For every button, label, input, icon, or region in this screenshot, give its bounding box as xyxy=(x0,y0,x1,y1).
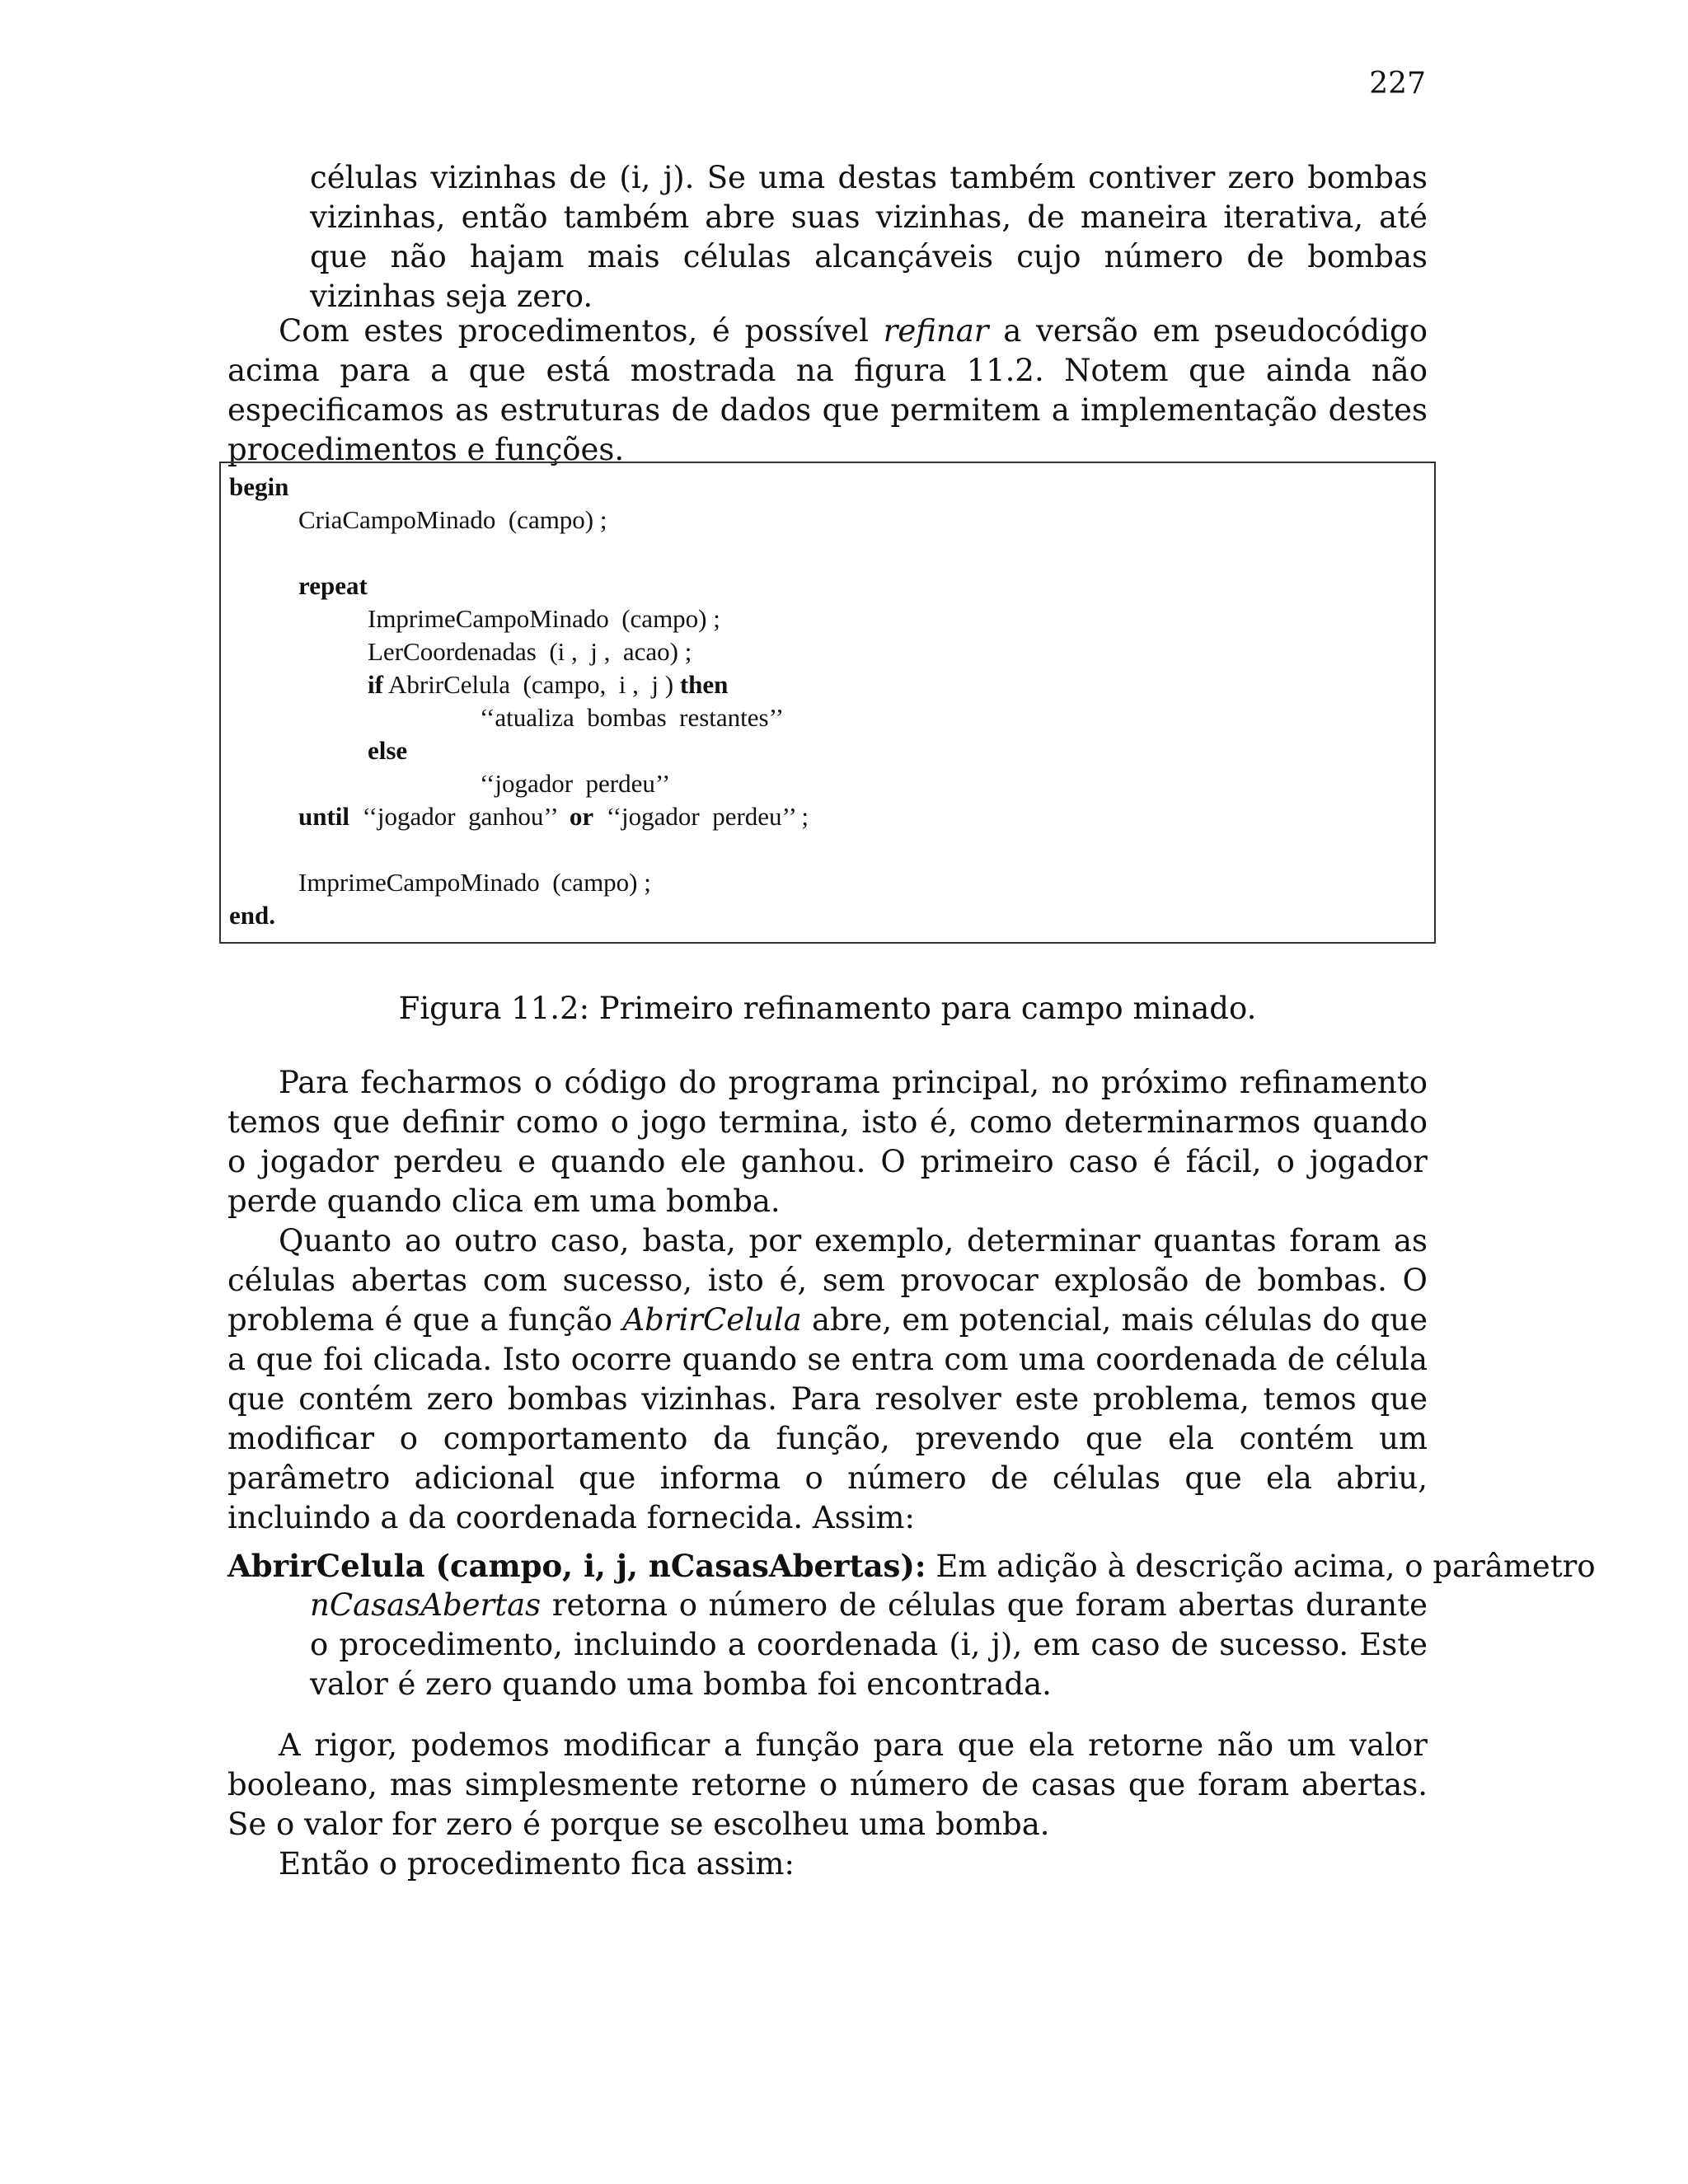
code-repeat: repeat xyxy=(298,571,368,600)
code-line-imprime-final: ImprimeCampoMinado (campo) ; xyxy=(298,868,651,897)
paragraph-outro-caso-end: abre, em potencial, mais células do que a que foi clicada. Isto ocorre quando se entra com uma coordenada de célula que contém zero bombas vizinhas. Para resolver este problema, temos que modificar o comportamento da função, prevendo que ela contém um parâmetro adicional que informa o número de células que ela abriu, incluindo a da coordenada fornecida. Assim: xyxy=(227,1302,1428,1535)
paragraph-refinement-start: Com estes procedimentos, é possível xyxy=(279,313,884,349)
code-begin: begin xyxy=(229,472,289,501)
code-line-ler-coordenadas: LerCoordenadas (i , j , acao) ; xyxy=(368,637,692,666)
page-number: 227 xyxy=(1369,67,1426,101)
intro-continuation: células vizinhas de (i, j). Se uma destas também contiver zero bombas vizinhas, então também abre suas vizinhas, de maneira iterativa, até que não hajam mais células alcançáveis cujo número de bombas vizinhas seja zero. xyxy=(310,160,1428,314)
emphasis-ncasasabertas: nCasasAbertas xyxy=(310,1587,542,1623)
code-line-atualiza: ‘‘atualiza bombas restantes’’ xyxy=(480,703,784,732)
code-line-jogador-perdeu: ‘‘jogador perdeu’’ xyxy=(480,769,671,798)
definition-continuation xyxy=(310,1586,1428,1704)
code-else: else xyxy=(368,736,408,765)
code-line-imprime-campo: ImprimeCampoMinado (campo) ; xyxy=(368,604,720,633)
emphasis-refinar: refinar xyxy=(883,313,989,349)
figure-caption: Figura 11.2: Primeiro refinamento para campo minado. xyxy=(398,991,1257,1026)
definition-abrircelula xyxy=(227,1546,1596,1702)
code-line-if xyxy=(368,668,728,701)
code-keyword-if: if xyxy=(368,670,383,699)
paragraph-refinement xyxy=(227,312,1428,470)
definition-first-line xyxy=(227,1546,1596,1586)
code-until-a: ‘‘jogador ganhou’’ xyxy=(349,802,570,831)
pseudocode-figure xyxy=(219,462,1436,944)
code-if-condition: AbrirCelula (campo, i , j ) xyxy=(382,670,680,699)
definition-desc-rest: retorna o número de células que foram abertas durante o procedimento, incluindo a coordenada (i, j), em caso de sucesso. Este valor é zero quando uma bomba foi encontrada. xyxy=(310,1587,1428,1702)
code-end: end. xyxy=(229,901,275,930)
code-line-until xyxy=(298,800,809,833)
code-until-b: ‘‘jogador perdeu’’ ; xyxy=(593,802,809,831)
definition-term: AbrirCelula (campo, i, j, nCasasAbertas): xyxy=(227,1548,926,1584)
emphasis-abrircelula: AbrirCelula xyxy=(622,1302,802,1338)
paragraph-refinement-end: a versão em pseudocódigo acima para a que está mostrada na figura 11.2. Notem que ainda não especificamos as estruturas de dados que permitem a implementação destes procedimentos e funções. xyxy=(227,313,1428,467)
code-line-cria-campo: CriaCampoMinado (campo) ; xyxy=(298,505,607,534)
paragraph-outro-caso-start: Quanto ao outro caso, basta, por exemplo, determinar quantas foram as células abertas com sucesso, isto é, sem provocar explosão de bombas. O problema é que a função xyxy=(227,1223,1428,1338)
paragraph-entao: Então o procedimento fica assim: xyxy=(279,1846,795,1882)
paragraph-rigor: A rigor, podemos modificar a função para que ela retorne não um valor booleano, mas simplesmente retorne o número de casas que foram abertas. Se o valor for zero é porque se escolheu uma bomba. xyxy=(227,1727,1428,1842)
code-keyword-until: until xyxy=(298,802,350,831)
code-keyword-then: then xyxy=(679,670,729,699)
code-keyword-or: or xyxy=(569,802,594,831)
paragraph-outro-caso xyxy=(227,1221,1428,1538)
paragraph-fecharmos: Para fecharmos o código do programa principal, no próximo refinamento temos que definir como o jogo termina, isto é, como determinarmos quando o jogador perdeu e quando ele ganhou. O primeiro caso é fácil, o jogador perde quando clica em uma bomba. xyxy=(227,1065,1428,1219)
definition-desc-first: Em adição à descrição acima, o parâmetro xyxy=(926,1549,1596,1584)
